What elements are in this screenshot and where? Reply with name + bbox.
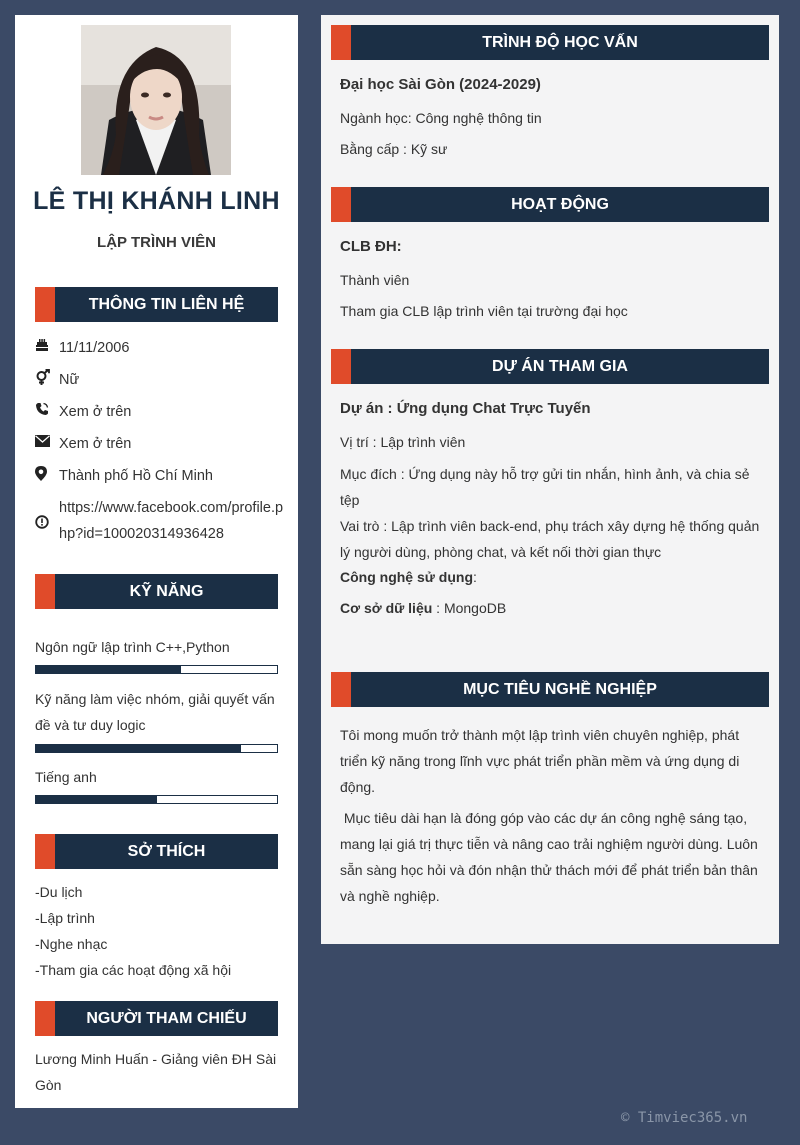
hobby-item: -Nghe nhạc — [35, 936, 108, 952]
skill-bar — [35, 744, 278, 753]
skill-label: Tiếng anh — [35, 769, 97, 785]
header-accent — [331, 349, 351, 384]
activities-section-header — [331, 187, 769, 222]
skill-bar — [35, 665, 278, 674]
objective-section-header — [331, 672, 769, 707]
header-accent — [331, 25, 351, 60]
project-role: Vai trò : Lập trình viên back-end, phụ trách xây dựng hệ thống quản lý người dùng, phòng chat, và kết nối thời gian thực — [340, 518, 760, 560]
objective-paragraph-2: Mục tiêu dài hạn là đóng góp vào các dự án công nghệ sáng tạo, mang lại giá trị thực tiễn và nâng cao trải nghiệm người dùng. Luôn sẵn sàng học hỏi và đón nhận thử thách mới để phát triển bản thân và nghề nghiệp. — [340, 810, 762, 904]
contact-section-header — [35, 287, 278, 322]
right-column — [321, 15, 779, 944]
skill-label: Kỹ năng làm việc nhóm, giải quyết vấn đề và tư duy logic — [35, 691, 275, 733]
project-tech-colon: : — [473, 569, 477, 585]
skill-bar-fill — [36, 666, 181, 673]
project-purpose: Mục đích : Ứng dụng này hỗ trợ gửi tin nhắn, hình ảnh, và chia sẻ tệp — [340, 466, 750, 508]
header-accent — [35, 287, 55, 322]
phone-value: Xem ở trên — [59, 404, 132, 420]
website-row — [35, 495, 290, 547]
contact-section-title: THÔNG TIN LIÊN HỆ — [88, 295, 245, 313]
education-school: Đại học Sài Gòn (2024-2029) — [340, 76, 541, 93]
hobby-item: -Tham gia các hoạt động xã hội — [35, 962, 232, 978]
birthday-value: 11/11/2006 — [59, 340, 130, 356]
phone-row — [35, 399, 290, 425]
activity-org: CLB ĐH: — [340, 238, 402, 255]
email-row — [35, 431, 290, 457]
email-value: Xem ở trên — [59, 436, 132, 452]
project-tech — [340, 564, 760, 590]
education-degree: Bằng cấp : Kỹ sư — [340, 141, 448, 157]
birthday-row — [35, 335, 290, 361]
references-section-header — [35, 1001, 278, 1036]
gender-icon — [35, 367, 59, 387]
left-column — [15, 15, 298, 1108]
profile-photo — [81, 25, 231, 175]
education-section-title: TRÌNH ĐỘ HỌC VẤN — [482, 33, 638, 51]
projects-section-title: DỰ ÁN THAM GIA — [492, 357, 628, 375]
header-accent — [35, 834, 55, 869]
activity-role: Thành viên — [340, 272, 410, 288]
envelope-icon — [35, 431, 59, 451]
project-position: Vị trí : Lập trình viên — [340, 434, 466, 450]
skill-bar-fill — [36, 745, 241, 752]
header-accent — [35, 1001, 55, 1036]
job-title: LẬP TRÌNH VIÊN — [97, 234, 216, 251]
skills-section-title: KỸ NĂNG — [129, 582, 204, 600]
gender-row — [35, 367, 290, 393]
cake-icon — [35, 335, 59, 355]
skill-bar — [35, 795, 278, 804]
reference-text: Lương Minh Huấn - Giảng viên ĐH Sài Gòn — [35, 1051, 277, 1093]
skills-section-header — [35, 574, 278, 609]
address-value: Thành phố Hồ Chí Minh — [59, 468, 213, 484]
hobby-item: -Lập trình — [35, 910, 95, 926]
project-db-label: Cơ sở dữ liệu — [340, 600, 433, 616]
hobby-item: -Du lịch — [35, 884, 83, 900]
header-accent — [35, 574, 55, 609]
portrait-image — [81, 25, 231, 175]
project-tech-label: Công nghệ sử dụng — [340, 569, 474, 585]
location-pin-icon — [35, 463, 59, 483]
references-section-title: NGƯỜI THAM CHIẾU — [86, 1009, 247, 1027]
footer-watermark: © Timviec365.vn — [621, 1110, 748, 1126]
candidate-name: LÊ THỊ KHÁNH LINH — [33, 187, 280, 215]
project-db — [340, 595, 760, 621]
education-section-header — [331, 25, 769, 60]
header-accent — [331, 187, 351, 222]
activities-section-title: HOẠT ĐỘNG — [511, 195, 609, 213]
projects-section-header — [331, 349, 769, 384]
activity-desc: Tham gia CLB lập trình viên tại trường đại học — [340, 303, 628, 319]
skill-bar-fill — [36, 796, 157, 803]
website-link[interactable]: https://www.facebook.com/profile.php?id=100020314936428 — [59, 500, 284, 542]
hobbies-section-title: SỞ THÍCH — [127, 842, 206, 860]
education-major: Ngành học: Công nghệ thông tin — [340, 110, 542, 126]
address-row — [35, 463, 290, 489]
header-accent — [331, 672, 351, 707]
phone-icon — [35, 399, 59, 419]
exclamation-circle-icon — [35, 512, 59, 532]
project-db-value: : MongoDB — [436, 600, 507, 616]
hobbies-section-header — [35, 834, 278, 869]
project-name: Dự án : Ứng dụng Chat Trực Tuyến — [340, 400, 591, 417]
objective-paragraph-1: Tôi mong muốn trở thành một lập trình viên chuyên nghiệp, phát triển kỹ năng trong lĩnh vực phát triển phần mềm và ứng dụng di động. — [340, 727, 740, 795]
objective-section-title: MỤC TIÊU NGHỀ NGHIỆP — [463, 680, 657, 698]
gender-value: Nữ — [59, 372, 80, 388]
skill-label: Ngôn ngữ lập trình C++,Python — [35, 639, 230, 655]
